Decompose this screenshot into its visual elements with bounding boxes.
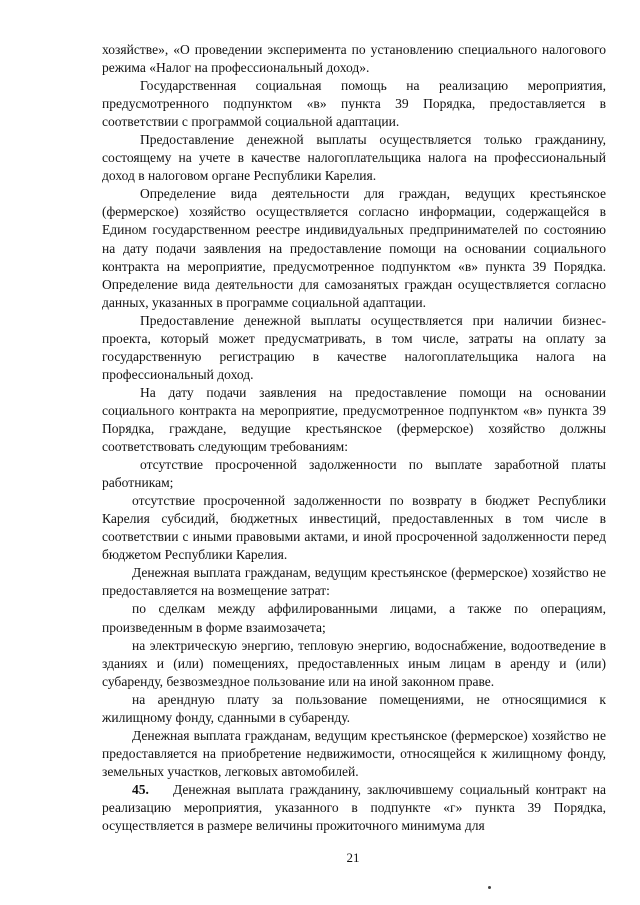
paragraph: по сделкам между аффилированными лицами, а также по операциям, произведенным в форме взаимозачета; [102, 601, 606, 635]
document-body [102, 41, 606, 835]
paragraph: Определение вида деятельности для граждан, ведущих крестьянское (фермерское) хозяйство осуществляется согласно информации, содержащейся в Едином государственном реестре индивидуальных предпринимателей по состоянию на дату подачи заявления на предоставление помощи на основании социального контракта на мероприятие, предусмотренное подпунктом «в» пункта 39 Порядка. Определение вида деятельности для самозанятых граждан осуществляется согласно данных, указанных в программе социальной адаптации. [102, 186, 606, 310]
item-45-paragraph [102, 781, 606, 835]
paragraph: отсутствие просроченной задолженности по возврату в бюджет Республики Карелия субсидий, бюджетных инвестиций, предоставленных в том числе в соответствии с иными правовыми актами, и иной просроченной задолженности перед бюджетом Республики Карелия. [102, 493, 606, 563]
paragraph: Предоставление денежной выплаты осуществляется только гражданину, состоящему на учете в качестве налогоплательщика налога на профессиональный доход в налоговом органе Республики Карелия. [102, 132, 606, 184]
paragraph: хозяйстве», «О проведении эксперимента по установлению специального налогового режима «Налог на профессиональный доход». [102, 42, 606, 76]
scan-speck [488, 886, 491, 889]
paragraph: Денежная выплата гражданам, ведущим крестьянское (фермерское) хозяйство не предоставляется на приобретение недвижимости, относящейся к жилищному фонду, земельных участков, легковых автомобилей. [102, 727, 606, 779]
paragraph: отсутствие просроченной задолженности по выплате заработной платы работникам; [102, 457, 606, 491]
paragraph: на арендную плату за пользование помещениями, не относящимися к жилищному фонду, сданными в субаренду. [102, 691, 606, 725]
paragraph: на электрическую энергию, тепловую энергию, водоснабжение, водоотведение в зданиях и (или) помещениях, предоставленных иным лицам в аренду и (или) субаренду, безвозмездное пользование или на иной законном праве. [102, 637, 606, 689]
paragraph: Государственная социальная помощь на реализацию мероприятия, предусмотренного подпунктом «в» пункта 39 Порядка, предоставляется в соответствии с программой социальной адаптации. [102, 78, 606, 130]
page-number: 21 [346, 850, 360, 865]
item-number: 45. [132, 781, 149, 797]
paragraph: На дату подачи заявления на предоставление помощи на основании социального контракта на мероприятие, предусмотренное подпунктом «в» пункта 39 Порядка, граждане, ведущие крестьянское (фермерское) хозяйство должны соответствовать следующим требованиям: [102, 384, 606, 455]
paragraph: Предоставление денежной выплаты осуществляется при наличии бизнес-проекта, который может предусматривать, в том числе, затраты на оплату за государственную регистрацию в качестве налогоплательщика налога на профессиональный доход. [102, 312, 606, 382]
paragraph: Денежная выплата гражданам, ведущим крестьянское (фермерское) хозяйство не предоставляется на возмещение затрат: [102, 565, 606, 599]
item-text: Денежная выплата гражданину, заключившему социальный контракт на реализацию мероприятия, указанного в подпункте «г» пункта 39 Порядка, осуществляется в размере величины прожиточного минимума для [102, 781, 606, 834]
